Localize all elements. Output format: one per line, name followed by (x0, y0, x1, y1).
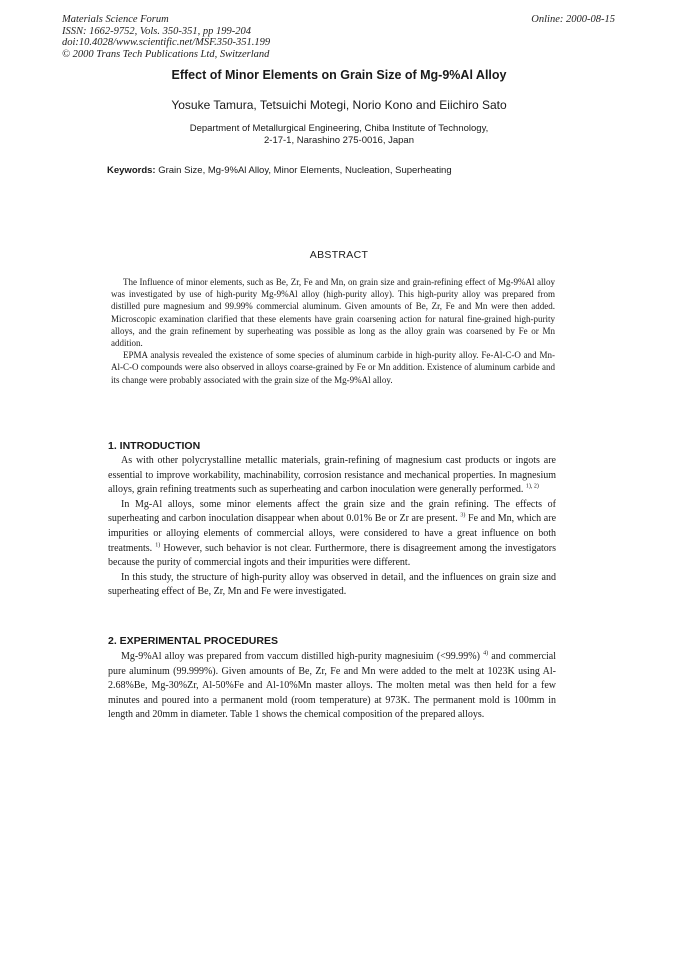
abstract-body (111, 276, 555, 386)
intro-p2-text-a: In Mg-Al alloys, some minor elements affect the grain size and the grain refining. The effects of superheating and carbon inoculation disappear when about 0.01% Be or Zr are present. (108, 498, 556, 525)
paper-title: Effect of Minor Elements on Grain Size of Mg-9%Al Alloy (171, 68, 507, 82)
copyright-line: © 2000 Trans Tech Publications Ltd, Switzerland (62, 48, 270, 60)
journal-name: Materials Science Forum (62, 14, 169, 25)
keywords (107, 165, 452, 176)
abstract-paragraph-1: The Influence of minor elements, such as Be, Zr, Fe and Mn, on grain size and grain-refining effect of Mg-9%Al alloy was investigated by use of high-purity Mg-9%Al alloy (high-purity alloy). This high-purity alloy was prepared from distilled pure magnesium and 99.99% commercial aluminum. Given amounts of Be, Zr, Fe and Mn were then added. Microscopic examination clarified that these elements have grain coarsening action for natural fine-grained high-purity alloys, and the grain refinement by superheating was possible as long as the alloy grain was coarsened by Fe or Mn addition. (111, 277, 555, 349)
keywords-text: Grain Size, Mg-9%Al Alloy, Minor Elements, Nucleation, Superheating (158, 165, 452, 176)
introduction-body (108, 454, 556, 600)
citation-ref: 3) (460, 513, 466, 520)
intro-p1-text: As with other polycrystalline metallic materials, grain-refining of magnesium cast products or ingots are essential to improve workability, machinability, corrosion resistance and mechanical properties. In magnesium alloys, grain refining treatments such as superheating and carbon inoculation were generally performed. (108, 455, 556, 496)
affiliation-line-2: 2-17-1, Narashino 275-0016, Japan (264, 135, 414, 146)
citation-ref: 4) (483, 650, 489, 657)
keywords-label: Keywords: (107, 165, 156, 176)
intro-p2-text-c: However, such behavior is not clear. Furthermore, there is disagreement among the investigators because the purity of commercial ingots and their impurities were different. (108, 542, 557, 569)
citation-ref: 1) (155, 542, 161, 549)
exp-p1-text-a: Mg-9%Al alloy was prepared from vaccum distilled high-purity magnesiuim (<99.99%) (121, 651, 480, 662)
intro-paragraph-1 (108, 454, 556, 498)
author-list: Yosuke Tamura, Tetsuichi Motegi, Norio Kono and Eiichiro Sato (171, 98, 507, 112)
exp-p1-text-b: and commercial pure aluminum (99.999%). Given amounts of Be, Zr, Fe and Mn were added to the melt at 1023K using Al-2.68%Be, Mg-30%Zr, Al-50%Fe and Al-10%Mn master alloys. The molten metal was then held for a few minutes and poured into a permanent mold (room temperature) at 973K. The permanent mold is 100mm in length and 20mm in diameter. Table 1 shows the chemical composition of the prepared alloys. (108, 651, 557, 721)
experimental-body (108, 650, 556, 723)
intro-p2-text-b: Fe and Mn, which are impurities or alloying elements of commercial alloys, were considered to have a great influence on both treatments. (108, 513, 557, 554)
section-heading-introduction: 1. INTRODUCTION (108, 440, 201, 452)
issn-line: ISSN: 1662-9752, Vols. 350-351, pp 199-204 (62, 25, 251, 37)
abstract-heading: ABSTRACT (309, 249, 369, 261)
doi-line[interactable]: doi:10.4028/www.scientific.net/MSF.350-351.199 (62, 37, 271, 48)
intro-paragraph-3: In this study, the structure of high-purity alloy was observed in detail, and the influences on grain size and superheating effect of Be, Zr, Mn and Fe were investigated. (108, 571, 556, 598)
affiliation (0, 123, 678, 147)
section-heading-experimental: 2. EXPERIMENTAL PROCEDURES (108, 635, 278, 647)
intro-paragraph-2 (108, 498, 556, 571)
publication-header (62, 14, 270, 60)
affiliation-line-1: Department of Metallurgical Engineering, Chiba Institute of Technology, (189, 123, 489, 134)
online-date: Online: 2000-08-15 (531, 14, 615, 25)
abstract-paragraph-2: EPMA analysis revealed the existence of some species of aluminum carbide in high-purity alloy. Fe-Al-C-O and Mn-Al-C-O compounds were also observed in alloys coarse-grained by Fe or Mn addition. Existence of aluminum carbide and its change were probably associated with the grain size of the Mg-9%Al alloy. (111, 350, 555, 385)
experimental-paragraph-1 (108, 650, 556, 723)
citation-ref: 1), 2) (525, 483, 539, 490)
